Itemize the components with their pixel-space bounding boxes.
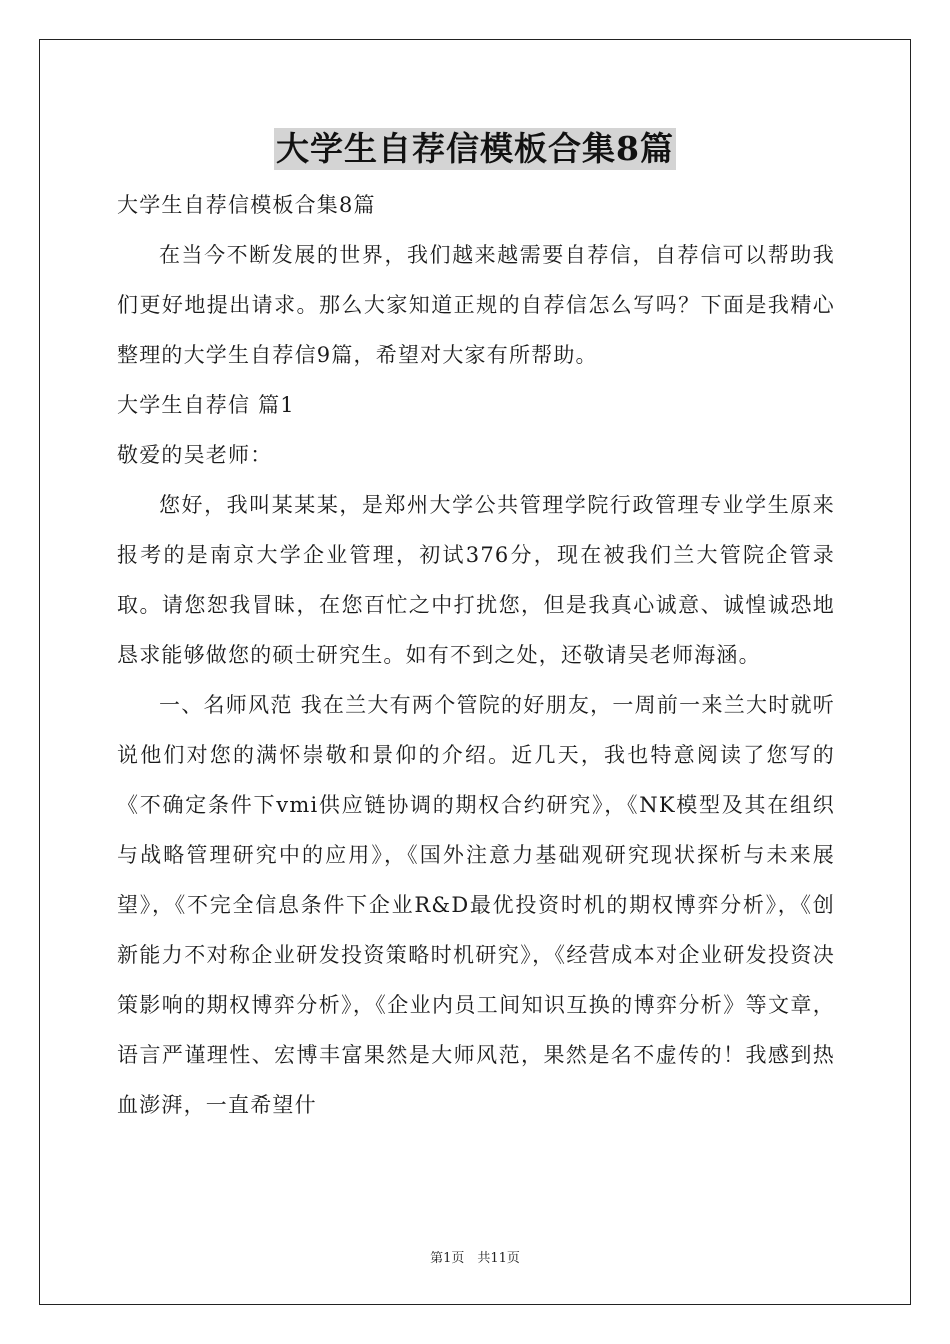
document-title: 大学生自荐信模板合集8篇 xyxy=(276,129,674,168)
body-paragraph-1: 您好，我叫某某某，是郑州大学公共管理学院行政管理专业学生原来报考的是南京大学企业管理，初试376分，现在被我们兰大管院企管录取。请您恕我冒昧，在您百忙之中打扰您，但是我真心诚意、诚惶诚恐地恳求能够做您的硕士研究生。如有不到之处，还敬请吴老师海涵。 xyxy=(117,493,835,667)
document-subtitle: 大学生自荐信模板合集8篇 xyxy=(117,193,376,217)
intro-paragraph: 在当今不断发展的世界，我们越来越需要自荐信，自荐信可以帮助我们更好地提出请求。那么大家知道正规的自荐信怎么写吗？下面是我精心整理的大学生自荐信9篇，希望对大家有所帮助。 xyxy=(117,243,835,367)
section-heading: 大学生自荐信 篇1 xyxy=(117,393,295,417)
page-footer: 第1页 共11页 xyxy=(430,1251,520,1266)
document-body xyxy=(117,180,835,1130)
title-container xyxy=(0,128,950,170)
salutation: 敬爱的吴老师： xyxy=(117,443,273,467)
body-paragraph-2: 一、名师风范 我在兰大有两个管院的好朋友，一周前一来兰大时就听说他们对您的满怀崇敬和景仰的介绍。近几天，我也特意阅读了您写的《不确定条件下vmi供应链协调的期权合约研究》，《NK模型及其在组织与战略管理研究中的应用》，《国外注意力基础观研究现状探析与未来展望》，《不完全信息条件下企业R&D最优投资时机的期权博弈分析》，《创新能力不对称企业研发投资策略时机研究》，《经营成本对企业研发投资决策影响的期权博弈分析》，《企业内员工间知识互换的博弈分析》等文章，语言严谨理性、宏博丰富果然是大师风范，果然是名不虚传的！我感到热血澎湃，一直希望什 xyxy=(117,693,835,1117)
